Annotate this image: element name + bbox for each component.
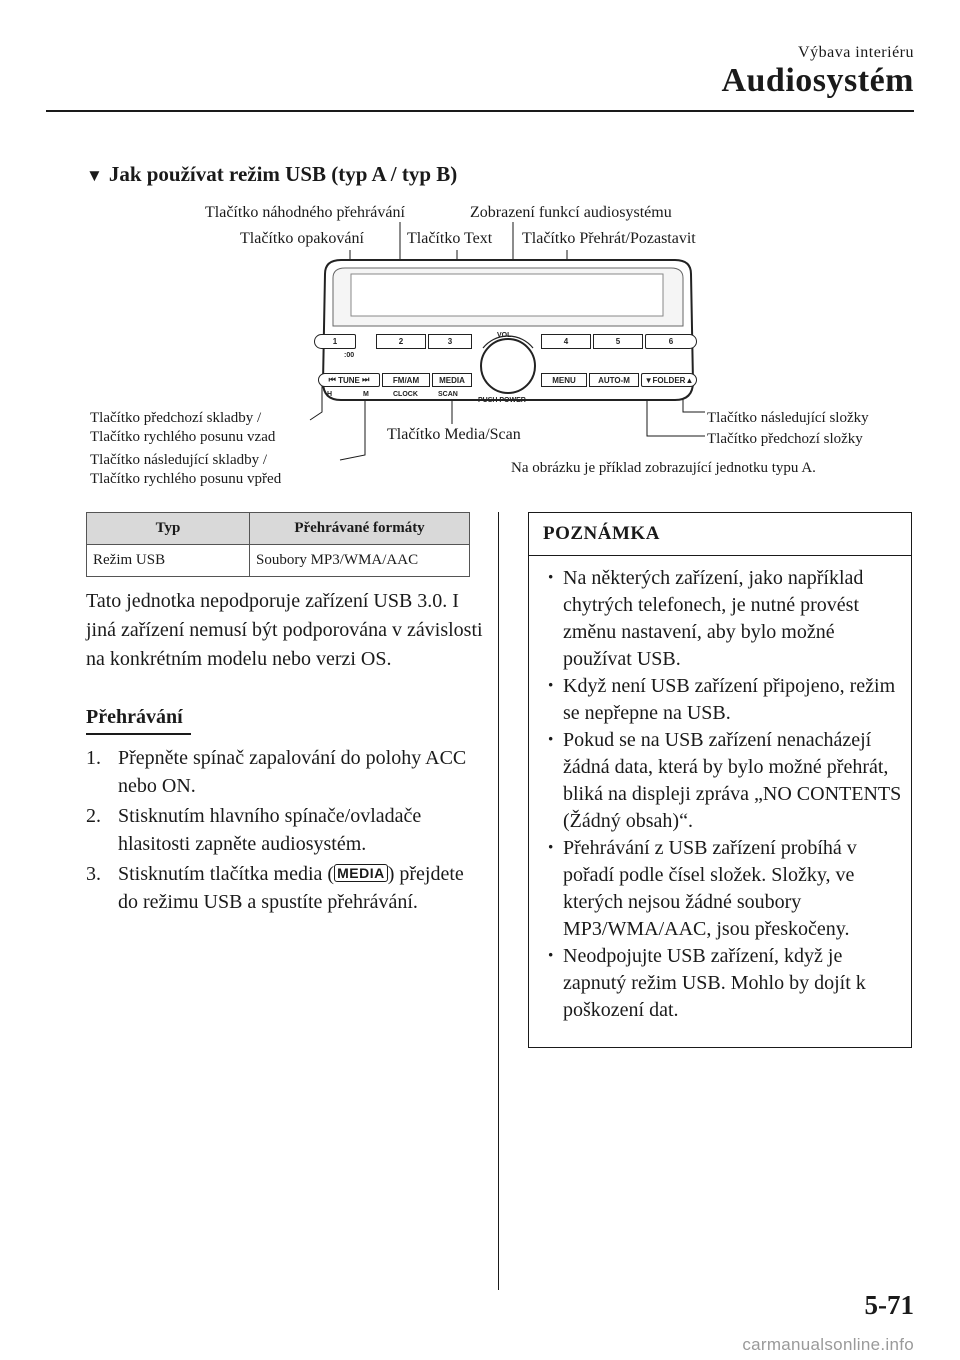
step-number: 3. (86, 863, 101, 885)
menu-button[interactable]: MENU (541, 373, 587, 387)
format-table (86, 512, 470, 577)
callout-play-pause: Tlačítko Přehrát/Pozastavit (522, 230, 696, 247)
prev-track-icon: ⏮ (328, 375, 336, 384)
section-heading-text: Jak používat režim USB (typ A / typ B) (108, 162, 458, 186)
media-button-icon: MEDIA (334, 864, 388, 882)
push-power-label: PUSH POWER (478, 397, 526, 404)
note-title: POZNÁMKA (529, 513, 911, 556)
callout-shuffle: Tlačítko náhodného přehrávání (205, 204, 405, 221)
preset-5-button[interactable]: 5 (593, 334, 643, 349)
tune-button[interactable] (318, 373, 380, 387)
table-cell-mode: Režim USB (87, 545, 250, 577)
auto-m-button[interactable]: AUTO-M (589, 373, 639, 387)
watermark: carmanualsonline.info (742, 1335, 914, 1354)
list-item: · Přehrávání z USB zařízení probíhá v pořadí podle čísel složek. Složky, ve kterých nejsou žádné soubory MP3/WMA/AAC, jsou přeskočeny. (543, 835, 905, 943)
audio-unit-diagram (311, 256, 705, 408)
note-box (528, 512, 912, 1048)
leader-lines (0, 0, 960, 500)
step-text-after: ) přejdete do režimu USB a spustíte přehrávání. (118, 863, 464, 913)
step-text: Přepněte spínač zapalování do polohy ACC nebo ON. (118, 747, 467, 797)
callout-text-button: Tlačítko Text (407, 230, 493, 247)
clock-label: CLOCK (393, 391, 418, 398)
vol-label: VOL (497, 332, 512, 339)
note-list (543, 565, 905, 1024)
scan-label: SCAN (438, 391, 458, 398)
page-title: Audiosystém (721, 62, 914, 99)
media-button[interactable]: MEDIA (432, 373, 472, 387)
callout-media-scan: Tlačítko Media/Scan (387, 426, 521, 443)
preset-2-button[interactable]: 2 (376, 334, 426, 349)
page-number: 5-71 (864, 1290, 914, 1320)
callout-next-track-2: Tlačítko rychlého posunu vpřed (90, 471, 282, 487)
list-item (86, 744, 486, 800)
folder-label: FOLDER (652, 375, 686, 385)
preset-6-button[interactable]: 6 (645, 334, 697, 349)
list-item: · Na některých zařízení, jako například chytrých telefonech, je nutné provést změnu nastavení, aby bylo možné používat USB. (543, 565, 905, 673)
table-cell-formats: Soubory MP3/WMA/AAC (250, 545, 470, 577)
minute-label: M (363, 391, 369, 398)
fm-am-button[interactable]: FM/AM (382, 373, 430, 387)
playback-steps (86, 744, 486, 918)
list-item: · Neodpojujte USB zařízení, když je zapnutý režim USB. Mohlo by dojít k poškození dat. (543, 943, 905, 1024)
table-header-type: Typ (87, 513, 250, 545)
step-text: Stisknutím hlavního spínače/ovladače hlasitosti zapněte audiosystém. (118, 805, 422, 855)
tune-label: TUNE (338, 375, 360, 385)
table-header-formats: Přehrávané formáty (250, 513, 470, 545)
column-divider (498, 512, 499, 1290)
hour-label: H (327, 391, 333, 398)
step-number: 2. (86, 805, 101, 827)
callout-next-folder: Tlačítko následující složky (707, 410, 869, 426)
callout-prev-track-1: Tlačítko předchozí skladby / (90, 410, 262, 426)
callout-next-track-1: Tlačítko následující skladby / (90, 452, 268, 468)
step-number: 1. (86, 747, 101, 769)
list-item (86, 860, 486, 916)
triangle-marker-icon: ▼ (86, 166, 103, 185)
step-text-before: Stisknutím tlačítka media ( (118, 863, 335, 885)
list-item: · Když není USB zařízení připojeno, režim se nepřepne na USB. (543, 673, 905, 727)
folder-button[interactable] (641, 373, 697, 387)
diagram-caption: Na obrázku je příklad zobrazující jednotku typu A. (511, 460, 816, 476)
folder-down-icon: ▼ (644, 375, 653, 385)
callout-display: Zobrazení funkcí audiosystému (470, 204, 672, 221)
preset-3-button[interactable]: 3 (428, 334, 472, 349)
playback-subheading: Přehrávání (86, 706, 183, 728)
table-row (87, 545, 470, 577)
preset-1-button[interactable]: 1 (314, 334, 356, 349)
preset-sub-label: :00 (344, 352, 355, 359)
list-item (86, 802, 486, 858)
intro-paragraph: Tato jednotka nepodporuje zařízení USB 3.0. I jiná zařízení nemusí být podporována v závislosti na konkrétním modelu nebo verzi OS. (86, 590, 483, 670)
section-name: Výbava interiéru (798, 44, 914, 61)
folder-up-icon: ▲ (685, 375, 694, 385)
callout-prev-track-2: Tlačítko rychlého posunu vzad (90, 429, 276, 445)
callout-prev-folder: Tlačítko předchozí složky (707, 431, 863, 447)
subheading-underline (86, 733, 191, 735)
next-track-icon: ⏭ (362, 375, 370, 384)
callout-repeat: Tlačítko opakování (240, 230, 364, 247)
list-item: · Pokud se na USB zařízení nenacházejí žádná data, která by bylo možné přehrát, bliká na displeji zpráva „NO CONTENTS (Žádný obsah)“. (543, 727, 905, 835)
preset-4-button[interactable]: 4 (541, 334, 591, 349)
